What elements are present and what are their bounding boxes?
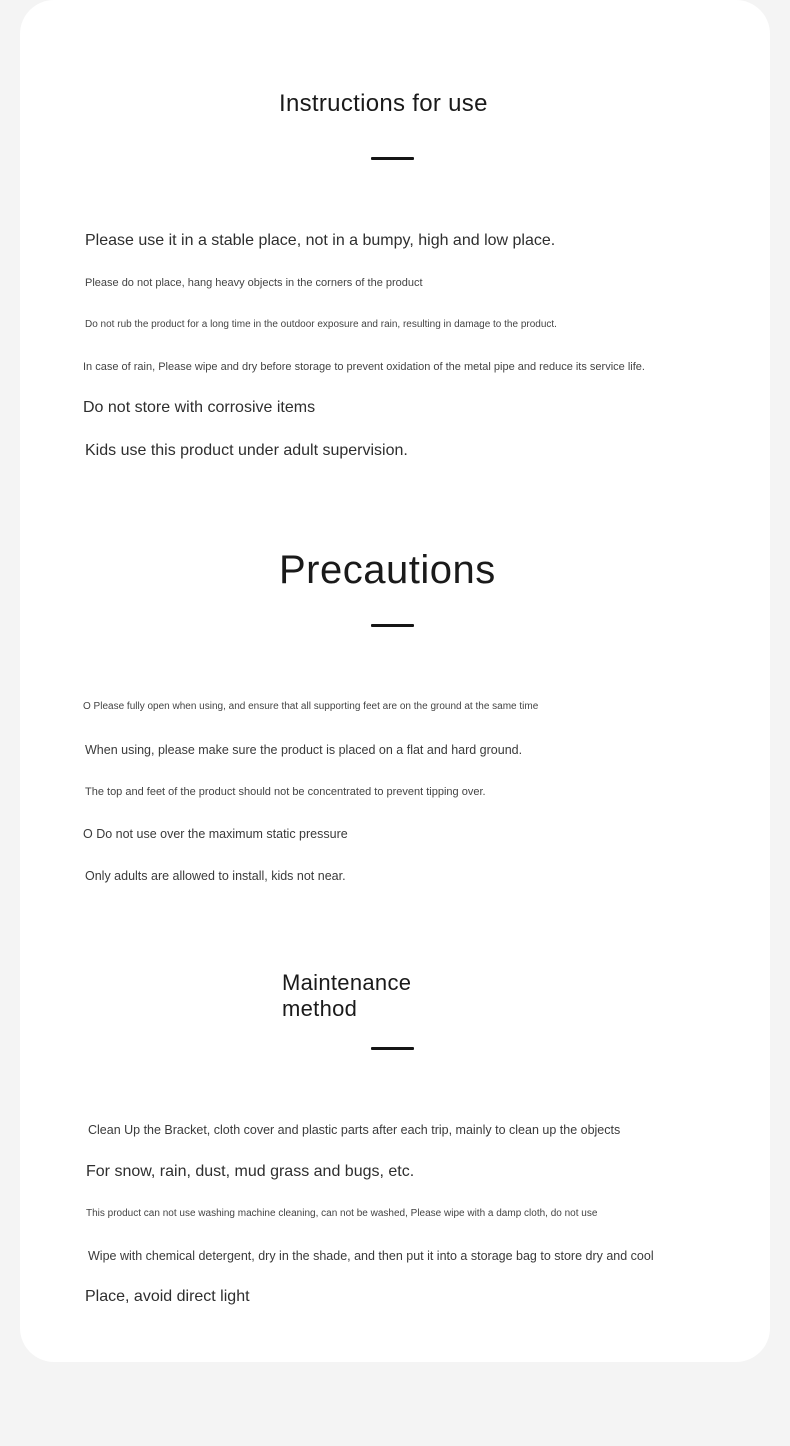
maintenance-line: Clean Up the Bracket, cloth cover and plastic parts after each trip, mainly to clean up the objects — [88, 1123, 621, 1137]
precautions-title: Precautions — [279, 548, 496, 592]
instruction-line: Do not store with corrosive items — [83, 399, 316, 416]
title-underline — [371, 1047, 414, 1050]
maintenance-title: Maintenance method — [282, 970, 412, 1021]
instruction-line: Do not rub the product for a long time in the outdoor exposure and rain, resulting in damage to the product. — [85, 319, 557, 330]
instruction-line: Please do not place, hang heavy objects in the corners of the product — [85, 277, 423, 289]
title-underline — [371, 157, 414, 160]
maintenance-line: This product can not use washing machine cleaning, can not be washed, Please wipe with a damp cloth, do not use — [86, 1208, 598, 1219]
instruction-line: In case of rain, Please wipe and dry before storage to prevent oxidation of the metal pipe and reduce its service life. — [83, 361, 645, 373]
title-underline — [371, 624, 414, 627]
instruction-line: Kids use this product under adult supervision. — [85, 442, 408, 459]
precaution-line: When using, please make sure the product is placed on a flat and hard ground. — [85, 743, 523, 757]
precaution-line: Only adults are allowed to install, kids not near. — [85, 869, 346, 883]
instruction-line: Please use it in a stable place, not in a bumpy, high and low place. — [85, 232, 556, 249]
precaution-line: O Do not use over the maximum static pressure — [83, 827, 348, 841]
instructions-title: Instructions for use — [279, 90, 488, 117]
precaution-line: The top and feet of the product should not be concentrated to prevent tipping over. — [85, 786, 486, 798]
maintenance-line: Place, avoid direct light — [85, 1288, 250, 1305]
maintenance-line: Wipe with chemical detergent, dry in the shade, and then put it into a storage bag to store dry and cool — [88, 1249, 654, 1263]
maintenance-line: For snow, rain, dust, mud grass and bugs, etc. — [86, 1163, 415, 1180]
precaution-line: O Please fully open when using, and ensure that all supporting feet are on the ground at the same time — [83, 701, 539, 712]
content-card — [20, 0, 770, 1362]
